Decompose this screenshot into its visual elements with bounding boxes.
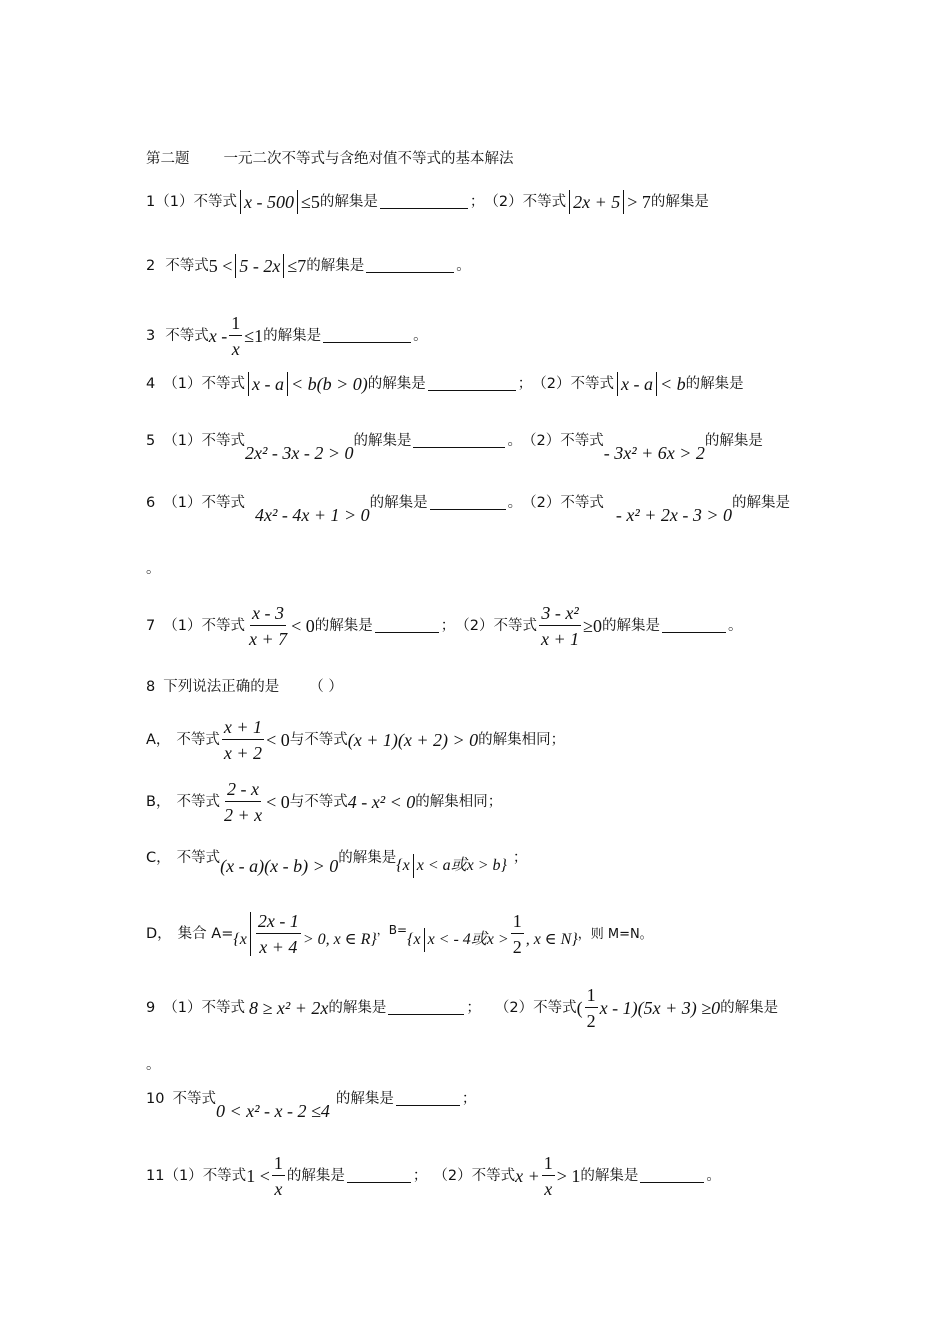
- text: ，B=: [376, 923, 408, 937]
- math-expr: - x² + 2x - 3 > 0: [615, 505, 733, 525]
- text: 的解集是: [369, 494, 428, 511]
- part-label: （1）: [163, 375, 202, 392]
- text: 与不等式: [289, 731, 348, 748]
- text: 不等式: [201, 999, 245, 1016]
- numerator: 3 - x²: [539, 604, 580, 626]
- part-label: （2）: [455, 617, 494, 634]
- text: 不等式: [165, 257, 209, 274]
- math-expr: x - a: [251, 374, 284, 394]
- text: 的解集是: [367, 375, 426, 392]
- math-expr: 8 ≥ x² + 2x: [248, 998, 329, 1018]
- question-number: 9: [146, 999, 156, 1016]
- question-9-continuation: [146, 1058, 161, 1073]
- text: 不等式: [172, 1090, 216, 1107]
- part-label: （1）: [163, 617, 202, 634]
- text: 的解集是: [328, 999, 387, 1016]
- text: 不等式: [522, 193, 567, 210]
- question-number: 1: [146, 193, 156, 210]
- fraction: [585, 986, 598, 1030]
- denominator: x: [274, 1179, 283, 1199]
- abs-bar: [235, 254, 236, 278]
- text: 。: [146, 561, 161, 577]
- option-d: [146, 912, 653, 956]
- math-expr: 0 < x² - x - 2 ≤4: [215, 1101, 330, 1121]
- abs-bar: [617, 372, 618, 396]
- abs-bar: [283, 254, 284, 278]
- math-expr: 4x² - 4x + 1 > 0: [254, 505, 370, 525]
- text: 不等式: [201, 432, 245, 449]
- text: ，则 M=N。: [577, 926, 653, 942]
- numerator: x - 3: [250, 604, 286, 626]
- text: 不等式: [471, 1167, 516, 1184]
- text: 不等式: [533, 999, 577, 1016]
- math-expr: x - a: [620, 374, 653, 394]
- text: ；: [466, 999, 481, 1016]
- answer-paren[interactable]: （ ）: [309, 679, 343, 695]
- answer-blank[interactable]: [388, 1013, 464, 1015]
- text: 不等式: [193, 193, 237, 210]
- abs-bar: [287, 372, 288, 396]
- abs-bar: [623, 190, 624, 214]
- math-expr: 5 <: [208, 256, 233, 276]
- answer-blank[interactable]: [396, 1104, 460, 1106]
- text: ；: [512, 849, 528, 866]
- text: 不等式: [202, 1167, 247, 1184]
- text: 不等式: [201, 617, 245, 634]
- math-expr: < 0: [291, 616, 315, 636]
- math-expr: ≤1: [244, 326, 264, 346]
- text: 的解集是: [720, 999, 779, 1016]
- math-expr: (x - a)(x - b) > 0: [220, 856, 339, 876]
- fraction: [272, 1154, 285, 1198]
- text: 不等式: [201, 494, 245, 511]
- denominator: 2: [512, 937, 522, 957]
- set-bar: [424, 928, 425, 952]
- question-number: 6: [146, 494, 156, 511]
- math-expr: x -: [208, 326, 228, 346]
- text: 的解集相同；: [415, 793, 503, 810]
- text: 。: [728, 617, 743, 634]
- question-number: 2: [146, 257, 156, 274]
- option-label: D，: [146, 925, 172, 942]
- numerator: x + 1: [222, 718, 264, 740]
- question-2: [146, 254, 471, 278]
- text: 不等式: [560, 432, 604, 449]
- answer-blank[interactable]: [380, 207, 468, 209]
- abs-bar: [240, 190, 241, 214]
- question-8: [146, 680, 343, 695]
- fraction: [222, 780, 264, 824]
- answer-blank[interactable]: [375, 631, 439, 633]
- answer-blank[interactable]: [413, 446, 505, 448]
- question-3: [146, 314, 428, 358]
- math-expr: x +: [515, 1166, 540, 1186]
- text: 。: [456, 257, 471, 274]
- question-number: 3: [146, 327, 156, 344]
- text: 集合 A=: [177, 925, 234, 942]
- part-label: （2）: [433, 1167, 472, 1184]
- numerator: 1: [229, 314, 242, 336]
- denominator: x + 1: [541, 629, 580, 649]
- question-11: [146, 1154, 721, 1198]
- text: 。: [413, 327, 428, 344]
- text: 不等式: [201, 375, 245, 392]
- numerator: 2 - x: [225, 780, 261, 802]
- math-expr: {x: [396, 857, 410, 874]
- answer-blank[interactable]: [428, 389, 516, 391]
- answer-blank[interactable]: [347, 1181, 411, 1183]
- math-expr: ≤5: [300, 192, 320, 212]
- math-expr: 2x + 5: [573, 192, 621, 212]
- denominator: x: [231, 339, 240, 359]
- denominator: x + 2: [223, 743, 263, 763]
- part-label: （2）: [522, 494, 561, 511]
- part-label: （2）: [484, 193, 523, 210]
- answer-blank[interactable]: [366, 271, 454, 273]
- text: 不等式: [493, 617, 537, 634]
- math-expr: 5 - 2x: [239, 256, 281, 276]
- question-1: [146, 190, 709, 214]
- option-a: [146, 718, 565, 762]
- text: ；: [440, 617, 456, 634]
- part-label: （2）: [521, 432, 561, 449]
- text: 的解集相同；: [478, 731, 566, 748]
- text: 。: [706, 1167, 721, 1184]
- text: 的解集是: [650, 193, 709, 210]
- text: 。: [507, 494, 523, 511]
- abs-bar: [248, 372, 249, 396]
- math-expr: < 0: [266, 730, 290, 750]
- text: 不等式: [176, 731, 220, 748]
- math-expr: {x: [407, 931, 421, 948]
- math-expr: - 3x² + 6x > 2: [603, 443, 705, 463]
- answer-blank[interactable]: [640, 1181, 704, 1183]
- abs-bar: [569, 190, 570, 214]
- question-number: 5: [146, 432, 156, 449]
- text: 。: [146, 1057, 161, 1073]
- denominator: x + 4: [259, 937, 298, 957]
- fraction: [256, 912, 301, 956]
- math-expr: (: [576, 998, 583, 1018]
- text: 的解集是: [263, 327, 322, 344]
- text: 的解集是: [353, 432, 412, 449]
- math-expr: < b(b > 0): [290, 374, 368, 394]
- fraction: [542, 1154, 555, 1198]
- question-number: 11: [146, 1167, 165, 1184]
- numerator: 1: [272, 1154, 285, 1176]
- question-4: [146, 372, 744, 396]
- text: 的解集是: [732, 494, 791, 511]
- math-expr: , x ∈ N}: [525, 931, 578, 948]
- denominator: x + 7: [248, 629, 288, 649]
- text: ；: [469, 193, 485, 210]
- option-label: A，: [146, 731, 171, 748]
- fraction: [539, 604, 581, 648]
- question-10: [146, 1090, 477, 1121]
- question-6-continuation: [146, 562, 161, 577]
- fraction: [511, 912, 524, 956]
- title-text: 一元二次不等式与含绝对值不等式的基本解法: [223, 151, 514, 167]
- math-expr: x - 500: [243, 192, 294, 212]
- set-bar: [413, 854, 414, 878]
- option-b: [146, 780, 502, 824]
- part-label: （1）: [163, 494, 202, 511]
- part-label: （1）: [164, 1167, 203, 1184]
- text: 的解集是: [580, 1167, 639, 1184]
- abs-bar: [656, 372, 657, 396]
- text: 的解集是: [685, 375, 744, 392]
- part-label: （1）: [163, 999, 202, 1016]
- text: 的解集是: [319, 193, 378, 210]
- math-expr: > 0, x ∈ R}: [302, 931, 377, 948]
- question-5: [146, 432, 763, 463]
- math-expr: (x + 1)(x + 2) > 0: [347, 730, 479, 750]
- math-expr: < b: [659, 374, 686, 394]
- text: 的解集是: [306, 257, 365, 274]
- answer-blank[interactable]: [430, 508, 506, 510]
- text: 与不等式: [289, 793, 348, 810]
- fraction: [229, 314, 242, 358]
- question-number: 8: [146, 679, 156, 695]
- text: 不等式: [165, 327, 209, 344]
- abs-bar: [297, 190, 298, 214]
- numerator: 1: [542, 1154, 555, 1176]
- numerator: 2x - 1: [256, 912, 301, 934]
- text: 的解集是: [335, 1090, 394, 1107]
- part-label: （2）: [494, 999, 534, 1016]
- math-expr: > 1: [556, 1166, 581, 1186]
- math-expr: 2x² - 3x - 2 > 0: [244, 443, 354, 463]
- part-label: （2）: [532, 375, 571, 392]
- math-expr: < 0: [266, 792, 290, 812]
- math-expr: > 7: [627, 192, 651, 212]
- text: 的解集是: [602, 617, 661, 634]
- denominator: 2: [586, 1011, 596, 1031]
- numerator: 1: [511, 912, 524, 934]
- math-expr: x - 1)(5x + 3) ≥0: [599, 998, 721, 1018]
- question-number: 7: [146, 617, 156, 634]
- text: 的解集是: [704, 432, 763, 449]
- text: 的解集是: [286, 1167, 345, 1184]
- question-number: 10: [146, 1090, 165, 1107]
- fraction: [247, 604, 289, 648]
- question-9: [146, 986, 778, 1030]
- part-label: （1）: [163, 432, 202, 449]
- math-expr: 4 - x² < 0: [347, 792, 416, 812]
- question-number: 4: [146, 375, 156, 392]
- option-label: B，: [146, 793, 171, 810]
- set-bar: [250, 912, 251, 956]
- option-label: C，: [146, 849, 171, 866]
- text: 的解集是: [314, 617, 373, 634]
- text: ；: [517, 375, 533, 392]
- text: 不等式: [560, 494, 604, 511]
- math-expr: ≤7: [287, 256, 307, 276]
- math-expr: ≥0: [583, 616, 603, 636]
- text: 下列说法正确的是: [163, 679, 280, 695]
- text: ；: [461, 1090, 477, 1107]
- text: ；: [412, 1167, 428, 1184]
- math-expr: x < - 4或x >: [427, 931, 509, 948]
- text: 。: [507, 432, 522, 449]
- math-expr: 1 <: [246, 1166, 270, 1186]
- answer-blank[interactable]: [662, 631, 726, 633]
- math-expr: {x: [233, 931, 247, 948]
- text: 不等式: [176, 849, 221, 866]
- denominator: 2 + x: [223, 805, 263, 825]
- numerator: 1: [585, 986, 598, 1008]
- section-title: [146, 152, 514, 167]
- option-c: [146, 846, 528, 876]
- denominator: x: [544, 1179, 553, 1199]
- fraction: [222, 718, 264, 762]
- text: 的解集是: [338, 849, 397, 866]
- title-label: 第二题: [146, 151, 190, 167]
- part-label: （1）: [155, 193, 194, 210]
- text: 不等式: [570, 375, 614, 392]
- question-6: [146, 494, 791, 525]
- question-7: [146, 604, 743, 648]
- answer-blank[interactable]: [323, 341, 411, 343]
- text: 不等式: [176, 793, 220, 810]
- math-expr: x < a或x > b}: [416, 857, 507, 874]
